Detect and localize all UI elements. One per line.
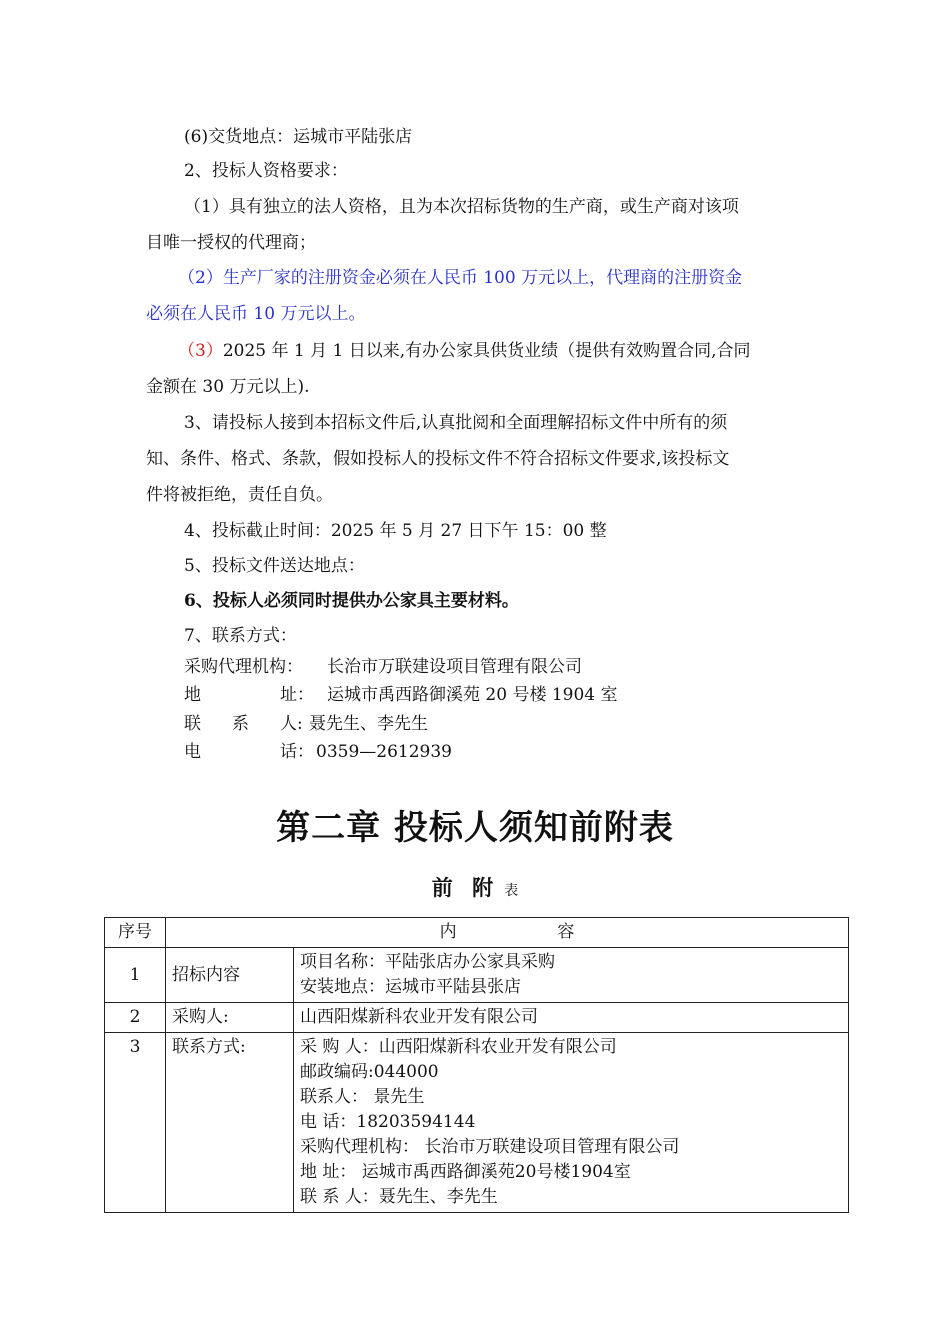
- row-line: 联系人： 景先生: [300, 1087, 425, 1107]
- table-header-row: [105, 918, 849, 948]
- requirement-1-line-1: （1）具有独立的法人资格，且为本次招标货物的生产商，或生产商对该项: [184, 197, 739, 217]
- row-line: 电 话：18203594144: [300, 1112, 476, 1132]
- phone-label-1: 电: [184, 742, 201, 762]
- front-table: [104, 917, 849, 1213]
- item-3-line-1: 3、请投标人接到本招标文件后,认真批阅和全面理解招标文件中所有的须: [184, 413, 728, 433]
- row-label: 联系方式:: [166, 1033, 294, 1213]
- delivery-location: (6)交货地点：运城市平陆张店: [184, 127, 413, 147]
- requirement-3-number: （3）: [178, 341, 223, 361]
- row-no: 3: [105, 1033, 166, 1213]
- requirement-2-line-1: （2）生产厂家的注册资金必须在人民币 100 万元以上，代理商的注册资金: [178, 268, 743, 288]
- header-no: 序号: [105, 918, 166, 948]
- table-caption: [0, 872, 950, 902]
- contact-label-1: 联: [184, 714, 201, 734]
- row-line: 联 系 人：聂先生、李先生: [300, 1187, 498, 1207]
- item-3-line-2: 知、条件、格式、条款，假如投标人的投标文件不符合招标文件要求,该投标文: [146, 449, 730, 469]
- row-no: 2: [105, 1003, 166, 1033]
- table-caption-main: 前 附: [431, 876, 500, 900]
- row-content: [294, 1003, 849, 1033]
- row-line: 项目名称：平陆张店办公家具采购: [300, 952, 555, 972]
- table-row: [105, 1033, 849, 1213]
- table-row: [105, 1003, 849, 1033]
- phone-label-2: 话：: [280, 742, 314, 762]
- requirement-2-line-2: 必须在人民币 10 万元以上。: [146, 304, 366, 324]
- contact-label-3: 人:: [280, 714, 303, 734]
- table-caption-suffix: 表: [504, 883, 519, 899]
- row-line: 采购代理机构： 长治市万联建设项目管理有限公司: [300, 1137, 680, 1157]
- row-line: 采 购 人：山西阳煤新科农业开发有限公司: [300, 1037, 617, 1057]
- contact-value: 聂先生、李先生: [309, 714, 428, 734]
- row-content: [294, 1033, 849, 1213]
- requirement-3-text: 2025 年 1 月 1 日以来,有办公家具供货业绩（提供有效购置合同,合同: [222, 341, 751, 361]
- delivery-address: 5、投标文件送达地点：: [184, 556, 365, 576]
- address-label-1: 地: [184, 685, 201, 705]
- header-content-a: 内: [439, 922, 457, 942]
- row-label: 招标内容: [166, 948, 294, 1003]
- materials-notice: 6、投标人必须同时提供办公家具主要材料。: [184, 591, 519, 611]
- contact-label-2: 系: [232, 714, 249, 734]
- row-line: 山西阳煤新科农业开发有限公司: [300, 1007, 538, 1027]
- requirement-1-line-2: 目唯一授权的代理商；: [146, 233, 316, 253]
- item-3-line-3: 件将被拒绝，责任自负。: [146, 485, 333, 505]
- row-label: 采购人:: [166, 1003, 294, 1033]
- phone-value: 0359—2612939: [316, 742, 452, 762]
- qualification-title: 2、投标人资格要求：: [184, 161, 348, 181]
- header-content-b: 容: [557, 922, 575, 942]
- address-label-2: 址：: [280, 685, 314, 705]
- table-row: [105, 948, 849, 1003]
- address-value: 运城市禹西路御溪苑 20 号楼 1904 室: [327, 685, 618, 705]
- requirement-3-line-2: 金额在 30 万元以上).: [146, 377, 310, 397]
- row-line: 邮政编码:044000: [300, 1062, 439, 1082]
- deadline: 4、投标截止时间：2025 年 5 月 27 日下午 15：00 整: [184, 521, 607, 541]
- row-content: [294, 948, 849, 1003]
- row-no: 1: [105, 948, 166, 1003]
- requirement-3-line-1: [178, 340, 751, 362]
- row-line: 安装地点：运城市平陆县张店: [300, 977, 521, 997]
- agency-value: 长治市万联建设项目管理有限公司: [327, 657, 582, 677]
- agency-label: 采购代理机构：: [184, 657, 303, 677]
- row-line: 地 址： 运城市禹西路御溪苑20号楼1904室: [300, 1162, 631, 1182]
- chapter-title: 第二章 投标人须知前附表: [276, 808, 674, 848]
- contact-title: 7、联系方式：: [184, 626, 297, 646]
- header-content: [166, 918, 849, 948]
